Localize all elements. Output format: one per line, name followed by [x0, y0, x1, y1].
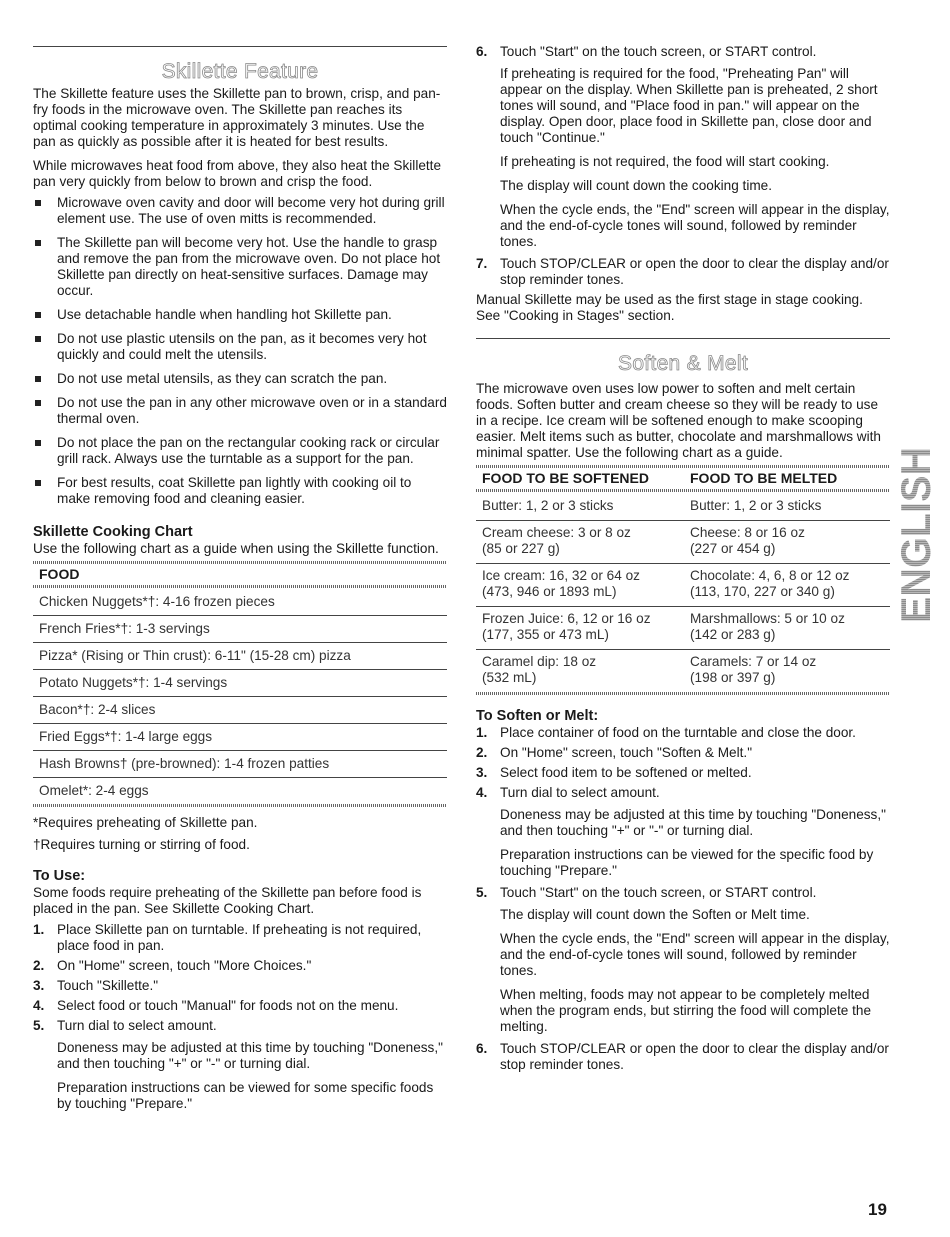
step-note: When the cycle ends, the "End" screen will appear in the display, and the end-of-cycle tones will sound, followed by reminder tones.: [500, 202, 890, 249]
step-text: Touch STOP/CLEAR or open the door to clear the display and/or stop reminder tones.: [500, 256, 889, 287]
step-note: The display will count down the cooking time.: [500, 178, 773, 193]
step-text: Turn dial to select amount.: [57, 1018, 217, 1033]
step-number: 6.: [476, 44, 488, 59]
list-item: [33, 958, 447, 974]
list-item: [476, 1041, 890, 1073]
softened-cell: [482, 525, 690, 557]
step-text: Place Skillette pan on turntable. If preheating is not required, place food in pan.: [57, 922, 422, 953]
soften-heading: To Soften or Melt:: [476, 708, 599, 724]
cell-line: Cheese: 8 or 16 oz: [690, 525, 805, 540]
step-text: Place container of food on the turntable and close the door.: [500, 725, 856, 740]
table-row: Chicken Nuggets*†: 4-16 frozen pieces: [39, 594, 275, 609]
section-rule: [476, 338, 890, 339]
list-item: Do not place the pan on the rectangular cooking rack or circular grill rack. Always use the turntable as a support for the pan.: [33, 435, 447, 467]
table-row: [476, 563, 890, 606]
table-row: Fried Eggs*†: 1-4 large eggs: [33, 723, 447, 750]
cell-line: (473, 946 or 1893 mL): [482, 584, 617, 599]
softened-cell: [482, 498, 690, 514]
table-header-food: FOOD: [39, 566, 80, 582]
list-item: [33, 978, 447, 994]
cell-line: (85 or 227 g): [482, 541, 560, 556]
step-number: 4.: [476, 785, 488, 800]
cell-line: (198 or 397 g): [690, 670, 776, 685]
to-use-heading: To Use:: [33, 868, 86, 884]
step-note: The display will count down the Soften or Melt time.: [500, 907, 810, 922]
table-row: Pizza* (Rising or Thin crust): 6-11" (15-28 cm) pizza: [33, 642, 447, 669]
melted-cell: [690, 611, 890, 643]
cell-line: (227 or 454 g): [690, 541, 776, 556]
list-item: [476, 725, 890, 741]
table-header: [476, 468, 890, 487]
cell-line: (142 or 283 g): [690, 627, 776, 642]
cell-line: (532 mL): [482, 670, 537, 685]
cell-line: Cream cheese: 3 or 8 oz: [482, 525, 631, 540]
footnote: *Requires preheating of Skillette pan.: [33, 815, 258, 830]
table-row: Bacon*†: 2-4 slices: [33, 696, 447, 723]
step-note: Doneness may be adjusted at this time by touching "Doneness," and then touching "+" or "-" or turning dial.: [57, 1040, 443, 1071]
cell-line: Caramel dip: 18 oz: [482, 654, 597, 669]
cell-line: Butter: 1, 2 or 3 sticks: [482, 498, 614, 513]
language-tab-label: ENGLISH: [892, 436, 939, 623]
step-number: 5.: [476, 885, 488, 900]
step-note: Preparation instructions can be viewed for the specific food by touching "Prepare.": [500, 847, 874, 878]
list-item: Do not use the pan in any other microwave oven or in a standard thermal oven.: [33, 395, 447, 427]
step-number: 2.: [476, 745, 488, 760]
step-note: If preheating is not required, the food will start cooking.: [500, 154, 830, 169]
soften-title: Soften & Melt: [618, 352, 748, 375]
header-softened: FOOD TO BE SOFTENED: [482, 470, 649, 486]
table-row: Potato Nuggets*†: 1-4 servings: [33, 669, 447, 696]
step-note: Preparation instructions can be viewed for some specific foods by touching "Prepare.": [57, 1080, 434, 1111]
step-text: Select food item to be softened or melted.: [500, 765, 752, 780]
list-item: [476, 765, 890, 781]
table-bottom-hatch: [476, 692, 890, 695]
step-text: On "Home" screen, touch "Soften & Melt.": [500, 745, 753, 760]
list-item: The Skillette pan will become very hot. Use the handle to grasp and remove the pan from the microwave oven. Do not place hot Skillette pan directly on heat-sensitive surfaces. Damage may occur.: [33, 235, 447, 299]
melted-cell: [690, 525, 890, 557]
language-tab: [892, 436, 941, 624]
soften-steps: [476, 725, 890, 1073]
caution-list: [33, 195, 447, 507]
cell-line: Frozen Juice: 6, 12 or 16 oz: [482, 611, 651, 626]
list-item: [476, 44, 890, 250]
right-column: [476, 0, 890, 1073]
list-item: [33, 998, 447, 1014]
intro-paragraph: While microwaves heat food from above, they also heat the Skillette pan very quickly from below to brown and crisp the food.: [33, 158, 442, 189]
step-text: Touch STOP/CLEAR or open the door to clear the display and/or stop reminder tones.: [500, 1041, 889, 1072]
step-number: 3.: [476, 765, 488, 780]
cell-line: Chocolate: 4, 6, 8 or 12 oz: [690, 568, 850, 583]
step-number: 4.: [33, 998, 45, 1013]
step-text: Select food or touch "Manual" for foods not on the menu.: [57, 998, 399, 1013]
table-row: [476, 492, 890, 520]
list-item: For best results, coat Skillette pan lightly with cooking oil to make removing food and cleaning easier.: [33, 475, 447, 507]
step-number: 1.: [476, 725, 488, 740]
step-note: When the cycle ends, the "End" screen will appear in the display, and the end-of-cycle tones will sound, followed by reminder tones.: [500, 931, 890, 978]
step-text: On "Home" screen, touch "More Choices.": [57, 958, 312, 973]
softened-cell: [482, 654, 690, 686]
step-note: If preheating is required for the food, "Preheating Pan" will appear on the display. When Skillette pan is preheated, 2 short tones will sound, and "Place food in pan." will appear on the display. Open door, place food in Skillette pan, close door and touch "Continue.": [500, 66, 878, 145]
list-item: [476, 785, 890, 879]
step-note: Doneness may be adjusted at this time by touching "Doneness," and then touching "+" or "-" or turning dial.: [500, 807, 886, 838]
cell-line: (177, 355 or 473 mL): [482, 627, 609, 642]
table-row: Hash Browns† (pre-browned): 1-4 frozen patties: [33, 750, 447, 777]
table-bottom-hatch: [33, 804, 447, 807]
table-row: Omelet*: 2-4 eggs: [33, 777, 447, 804]
list-item: [33, 922, 447, 954]
skillette-title: Skillette Feature: [161, 60, 319, 83]
manual-note: Manual Skillette may be used as the first stage in stage cooking. See "Cooking in Stages" section.: [476, 292, 863, 323]
skillette-chart: [33, 588, 447, 804]
step-number: 3.: [33, 978, 45, 993]
list-item: [33, 1018, 447, 1112]
step-number: 6.: [476, 1041, 488, 1056]
list-item: [476, 745, 890, 761]
chart-intro: Use the following chart as a guide when using the Skillette function.: [33, 541, 439, 556]
melted-cell: [690, 654, 890, 686]
table-row: [476, 606, 890, 649]
cell-line: Ice cream: 16, 32 or 64 oz: [482, 568, 640, 583]
soften-melt-table: [476, 492, 890, 692]
step-number: 5.: [33, 1018, 45, 1033]
intro-paragraph: The Skillette feature uses the Skillette pan to brown, crisp, and pan-fry foods in the microwave oven. The Skillette pan reaches its optimal cooking temperature in approximately 3 minutes. Use the pan as quickly as possible after it is heated for best results.: [33, 86, 441, 149]
to-use-steps: [33, 922, 447, 1112]
step-text: Touch "Skillette.": [57, 978, 159, 993]
cell-line: (113, 170, 227 or 340 g): [690, 584, 835, 599]
list-item: [476, 256, 890, 288]
melted-cell: [690, 498, 890, 514]
header-melted: FOOD TO BE MELTED: [690, 470, 838, 486]
left-column: [33, 0, 447, 1112]
step-text: Turn dial to select amount.: [500, 785, 660, 800]
step-text: Touch "Start" on the touch screen, or START control.: [500, 885, 817, 900]
to-use-intro: Some foods require preheating of the Skillette pan before food is placed in the pan. See Skillette Cooking Chart.: [33, 885, 422, 916]
step-number: 7.: [476, 256, 488, 271]
soften-intro: The microwave oven uses low power to soften and melt certain foods. Soften butter and cream cheese so they will be ready to use in a recipe. Ice cream will be softened enough to make scooping easier. Melt items such as butter, chocolate and marshmallows with minimal spatter. Use the following chart as a guide.: [476, 381, 881, 460]
table-row: [476, 649, 890, 692]
softened-cell: [482, 611, 690, 643]
list-item: [476, 885, 890, 1035]
list-item: Microwave oven cavity and door will become very hot during grill element use. The use of oven mitts is recommended.: [33, 195, 447, 227]
cell-line: Butter: 1, 2 or 3 sticks: [690, 498, 822, 513]
footnote: †Requires turning or stirring of food.: [33, 837, 250, 852]
cell-line: Caramels: 7 or 14 oz: [690, 654, 817, 669]
list-item: Use detachable handle when handling hot Skillette pan.: [33, 307, 447, 323]
list-item: Do not use plastic utensils on the pan, as it becomes very hot quickly and could melt the utensils.: [33, 331, 447, 363]
list-item: Do not use metal utensils, as they can scratch the pan.: [33, 371, 447, 387]
table-row: [476, 520, 890, 563]
chart-heading: Skillette Cooking Chart: [33, 524, 193, 540]
step-number: 2.: [33, 958, 45, 973]
skillette-steps-continued: [476, 44, 890, 288]
cell-line: Marshmallows: 5 or 10 oz: [690, 611, 845, 626]
page-number: 19: [868, 1200, 887, 1219]
step-text: Touch "Start" on the touch screen, or START control.: [500, 44, 817, 59]
section-rule: [33, 46, 447, 47]
table-row: French Fries*†: 1-3 servings: [33, 615, 447, 642]
step-note: When melting, foods may not appear to be completely melted when the program ends, but stirring the food will complete the melting.: [500, 987, 872, 1034]
step-number: 1.: [33, 922, 45, 937]
melted-cell: [690, 568, 890, 600]
softened-cell: [482, 568, 690, 600]
table-header: [33, 564, 447, 583]
